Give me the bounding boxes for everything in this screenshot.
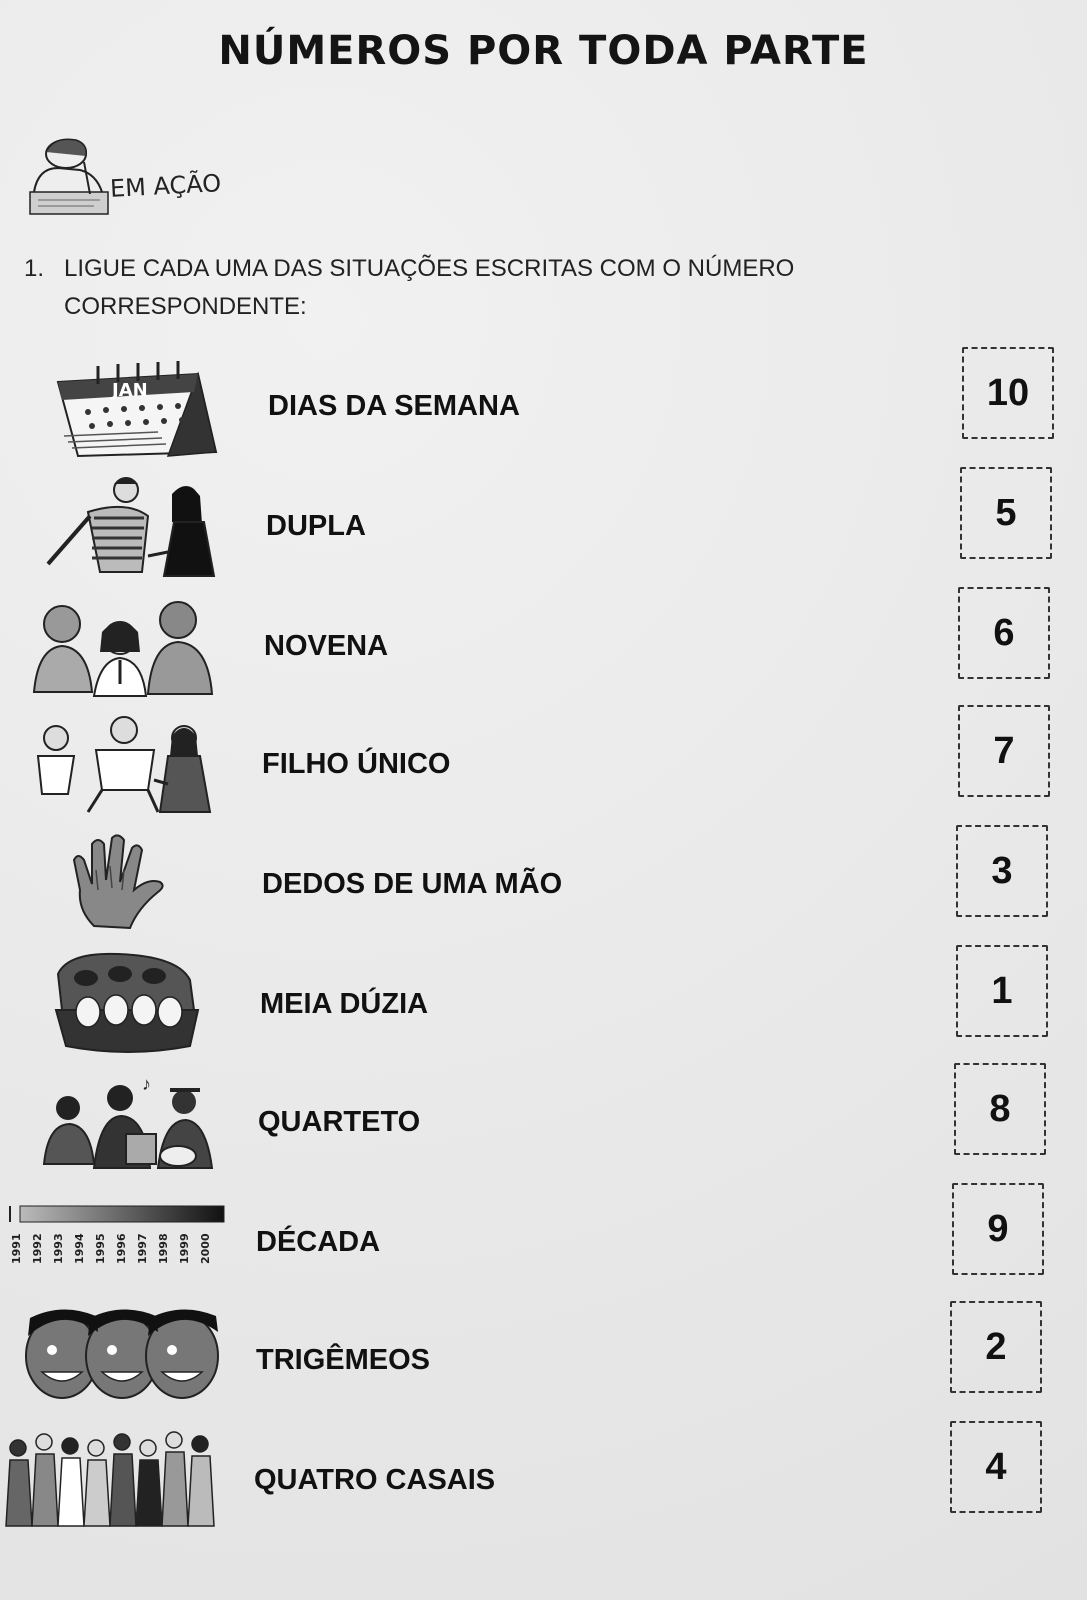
list-item [0,352,1087,472]
timeline-year-label: 1994 [73,1233,86,1264]
list-item [0,950,1087,1070]
list-item [0,1306,1087,1426]
instruction-line-1: LIGUE CADA UMA DAS SITUAÇÕES ESCRITAS COM O NÚMERO [64,255,795,282]
number-box-5[interactable]: 5 [960,467,1052,559]
list-item [0,1426,1087,1546]
musicians-icon [8,1068,230,1178]
number-box-2[interactable]: 2 [950,1301,1042,1393]
svg-text:♪: ♪ [142,1074,151,1094]
item-label-quarteto: QUARTETO [258,1106,421,1138]
item-label-filho-unico: FILHO ÚNICO [262,748,451,780]
list-item [0,1188,1087,1308]
timeline-year-label: 1993 [52,1233,65,1264]
timeline-year-label: 2000 [199,1233,212,1264]
timeline-year-label: 1991 [10,1233,23,1264]
calendar-month-text: JAN [112,380,148,401]
item-label-novena: NOVENA [264,630,389,662]
list-item [0,592,1087,712]
timeline-year-label: 1997 [136,1233,149,1264]
instruction-text [24,250,924,326]
list-item [0,830,1087,950]
item-label-dupla: DUPLA [266,510,366,542]
egg-carton-icon [8,950,230,1060]
calendar-icon [8,352,230,462]
item-label-dedos-de-uma-mao: DEDOS DE UMA MÃO [262,868,563,900]
number-box-4[interactable]: 4 [950,1421,1042,1513]
number-box-8[interactable]: 8 [954,1063,1046,1155]
question-number: 1. [24,255,45,282]
number-box-10[interactable]: 10 [962,347,1054,439]
list-item [0,710,1087,830]
number-box-9[interactable]: 9 [952,1183,1044,1275]
number-box-6[interactable]: 6 [958,587,1050,679]
timeline-year-label: 1996 [115,1233,128,1264]
item-label-meia-duzia: MEIA DÚZIA [260,988,429,1020]
timeline-year-label: 1999 [178,1233,191,1264]
number-box-1[interactable]: 1 [956,945,1048,1037]
timeline-icon [0,1188,222,1298]
number-box-7[interactable]: 7 [958,705,1050,797]
list-item [0,1068,1087,1188]
timeline-year-label: 1998 [157,1233,170,1264]
item-label-quatro-casais: QUATRO CASAIS [254,1464,496,1496]
couple-icon [8,472,230,582]
section-label: EM AÇÃO [109,169,222,203]
family-icon [8,710,230,820]
triplets-icon [8,1306,230,1416]
item-label-dias-da-semana: DIAS DA SEMANA [268,390,520,422]
list-item [0,472,1087,592]
praying-people-icon [8,592,230,702]
item-label-decada: DÉCADA [256,1226,381,1258]
crowd-icon [0,1426,222,1536]
instruction-line-2: CORRESPONDENTE: [64,293,307,320]
item-label-trigemeos: TRIGÊMEOS [256,1344,431,1376]
timeline-year-label: 1995 [94,1233,107,1264]
number-box-3[interactable]: 3 [956,825,1048,917]
timeline-year-label: 1992 [31,1233,44,1264]
hand-icon [8,830,230,940]
page-title: NÚMEROS POR TODA PARTE [218,28,869,74]
